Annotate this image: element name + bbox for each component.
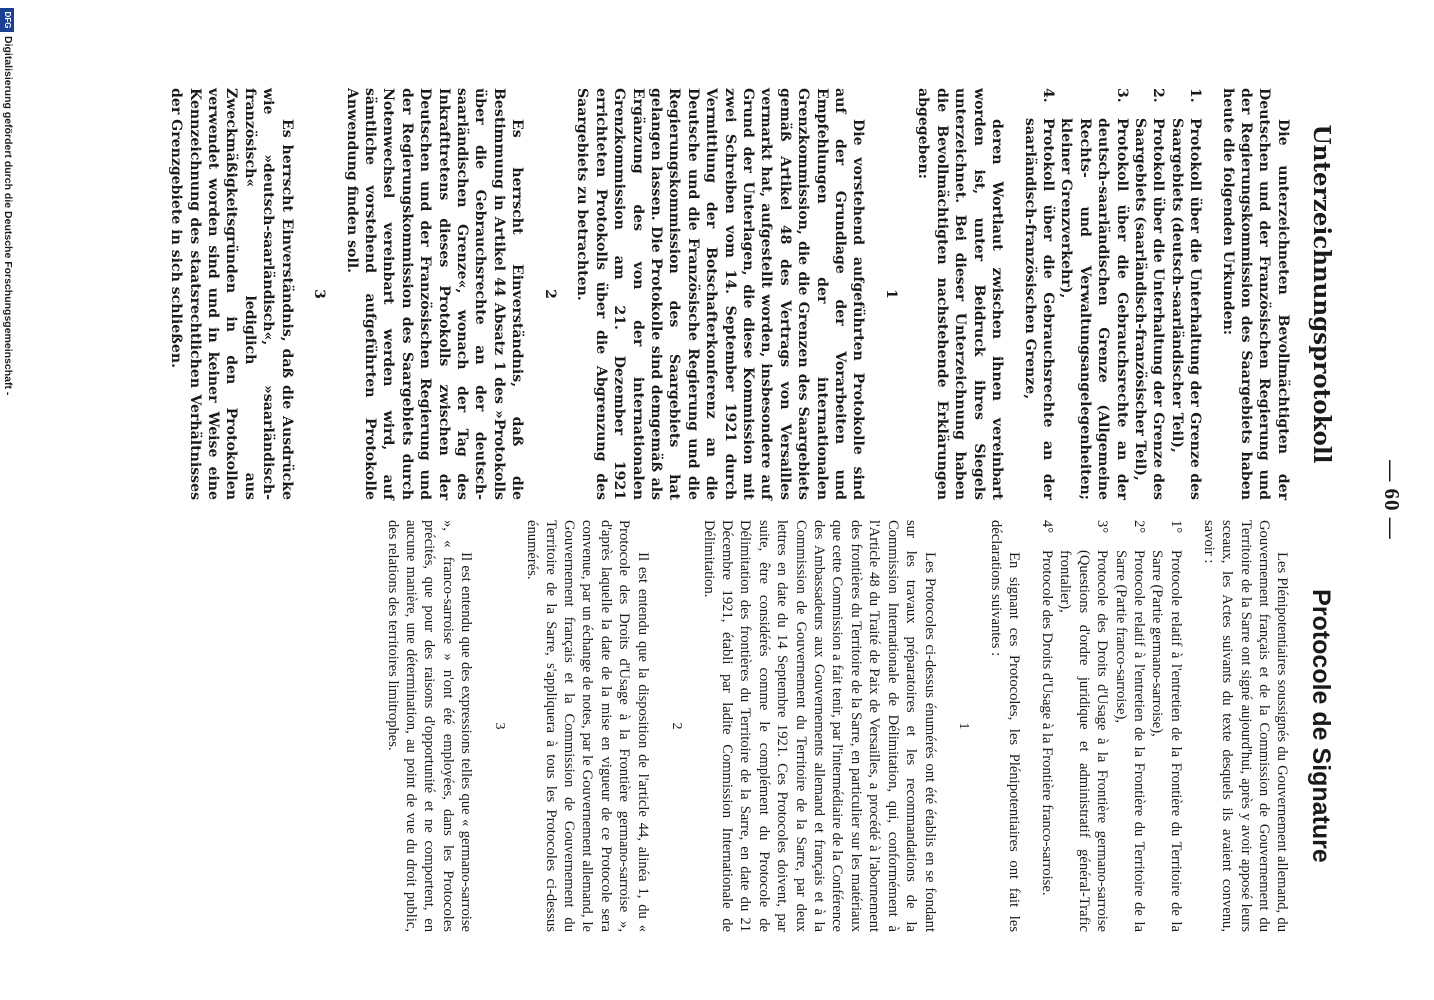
section-text: Il est entendu que des expressions telles que « germano-sarroise », « franco-sarroise » n'ont été employées, dans les Protocoles précités, que pour des raisons d'opportunité et ne comportent, en aucune manière, une détermination, au point de vue du droit public, des relations des territoires limitrophes. [384,520,475,932]
list-item-text: Protokoll über die Unterhaltung der Grenze des Saargebiets (saarländisch-französischer Teil), [1131,118,1167,500]
list-item [1020,88,1057,500]
section-text: Es herrscht Einverständnis, daß die Ausdrücke wie »deutsch-saarländisch«, »saarländisch-französisch« lediglich aus Zweckmäßigkeitsgründen in den Protokollen verwendet worden sind und in keiner Weise eine Kennzeichnung des staatsrechtlichen Verhältnisses der Grenzgebiete in sich schließen. [168,88,295,500]
list-item [1038,520,1056,932]
list-item [1167,88,1204,500]
list-item-text: Protocole relatif à l'entretien de la Frontière du Territoire de la Sarre (Partie germano-sarroise), [1149,550,1184,932]
list-item-number: 2° [1130,520,1147,534]
list-item [1057,88,1131,500]
list-item-number: 4° [1038,520,1055,534]
footer-text: Digitalisierung gefördert durch die Deutsche Forschungsgemeinschaft - [2,36,14,396]
section-text: Les Protocoles ci-dessus énumérés ont été établis en se fondant sur les travaux préparatoires et les recommandations de la Commission Internationale de Délimitation, qui, conformément à l'Article 48 du Traité de Paix de Versailles, a procédé à l'abornement des frontières du Territoire de la Sarre, en particulier sur les matériaux que cette Commission a fait tenir, par l'intermédiaire de la Conférence des Ambassadeurs aux Gouvernements allemand et français et à la Commission de Gouvernement du Territoire de la Sarre, par deux lettres en date du 14 Septembre 1921. Ces Protocoles doivent, par suite, être considérés comme le complément du Protocole de Délimitation des frontières du Territoire de la Sarre, en date du 21 Décembre 1921, établi par ladite Commission Internationale de Délimitation. [700,520,938,932]
digitization-footer [0,0,16,1000]
section-number: 1 [955,722,971,730]
dfg-logo-icon: DFG [0,8,14,32]
section-number: 2 [668,722,684,730]
list-item-number: 3° [1094,520,1111,534]
french-intro: Les Plénipotentiaires soussignés du Gouvernement allemand, du Gouvernement français et de la Commission de Gouvernement du Territoire de la Sarre ont signé aujourd'hui, après y avoir apposé leurs sceaux, les Actes suivants du texte desquels ils avaient convenu, savoir : [1200,520,1291,932]
german-intro: Die unterzeichneten Bevollmächtigten der Deutschen und der Französischen Regierung und der Regierungskommission des Saargebiets haben heute die folgenden Urkunden: [1219,88,1291,500]
french-title: Protocole de Signature [1307,589,1335,863]
french-document-list [1038,520,1185,932]
list-item [1148,520,1185,932]
section-number: 1 [882,289,899,299]
german-document-list [1020,88,1204,500]
german-title: Unterzeichnungsprotokoll [1308,124,1335,464]
list-item-text: Protokoll über die Unterhaltung der Grenze des Saargebiets (deutsch-saarländischer Teil), [1168,118,1204,500]
french-closing-paragraph: En signant ces Protocoles, les Plénipotentiaires ont fait les déclarations suivantes : [987,520,1022,932]
german-closing-paragraph: deren Wortlaut zwischen ihnen vereinbart worden ist, unter Beidruck ihres Siegels unterzeichnet. Bei dieser Unterzeichnung haben die Bevollmächtigten nachstehende Erklärungen abgegeben: [915,88,1006,500]
section-number: 3 [311,289,328,299]
section-text: Il est entendu que la disposition de l'article 44, alinéa 1, du « Protocole des Droits d'Usage à la Frontière germano-sarroise », d'après laquelle la date de la mise en vigueur de ce Protocole sera convenue, par un échange de notes, par le Gouvernement allemand, le Gouvernement français et la Commission de Gouvernement du Territoire de la Sarre, s'appliquera à tous les Protocoles ci-dessus énumérés. [524,520,651,932]
list-item [1131,88,1168,500]
list-item-number: 1. [1187,88,1204,103]
page-number: — 60 — [1380,460,1404,540]
section-text: Es herrscht Einverständnis, daß die Bestimmung in Artikel 44 Absatz 1 des »Protokolls über die Gebrauchsrechte an der deutsch-saarländischen Grenze«, wonach der Tag des Inkrafttretens dieses Protokolls zwischen der Deutschen und der Französischen Regierung und der Regierungskommission des Saargebiets durch Notenwechsel vereinbart werden wird, auf sämtliche vorstehend aufgeführten Protokolle Anwendung finden soll. [343,88,526,500]
list-item-number: 1° [1167,520,1184,534]
list-item-text: Protocole relatif à l'entretien de la Frontière du Territoire de la Sarre (Partie franco-sarroise), [1112,550,1147,932]
section-text: Die vorstehend aufgeführten Protokolle sind auf der Grundlage der Vorarbeiten und Empfehlungen der internationalen Grenzkommission, die die Grenzen des Saargebiets gemäß Artikel 48 des Vertrags von Versailles vermarkt hat, aufgestellt worden, insbesondere auf Grund der Unterlagen, die diese Kommission mit zwei Schreiben vom 14. September 1921 durch Vermittlung der Botschafterkonferenz an die Deutsche und die Französische Regierung und die Regierungskommission des Saargebiets hat gelangen lassen. Die Protokolle sind demgemäß als Ergänzung des von der internationalen Grenzkommission am 21. Dezember 1921 errichteten Protokolls über die Abgrenzung des Saargebiets zu betrachten. [574,88,867,500]
list-item-number: 3. [1113,88,1130,103]
list-item-text: Protocole des Droits d'Usage à la Frontière franco-sarroise. [1038,550,1055,896]
list-item-text: Protokoll über die Gebrauchsrechte an der saarländisch-französischen Grenze, [1021,118,1056,500]
french-column [369,520,1336,932]
german-column [153,88,1336,500]
list-item-number: 2. [1150,88,1167,103]
list-item-text: Protocole des Droits d'Usage à la Frontière germano-sarroise (Questions d'ordre juridique et administratif général-Trafic frontalier), [1057,550,1111,932]
list-item [1056,520,1111,932]
list-item-number: 4. [1039,88,1056,103]
section-number: 3 [492,722,508,730]
section-number: 2 [541,289,558,299]
list-item-text: Protokoll über die Gebrauchsrechte an der deutsch-saarländischen Grenze (Allgemeine Rechts- und Verwaltungsangelegenheiten; kleiner Grenzverkehr), [1058,118,1130,500]
list-item [1111,520,1148,932]
